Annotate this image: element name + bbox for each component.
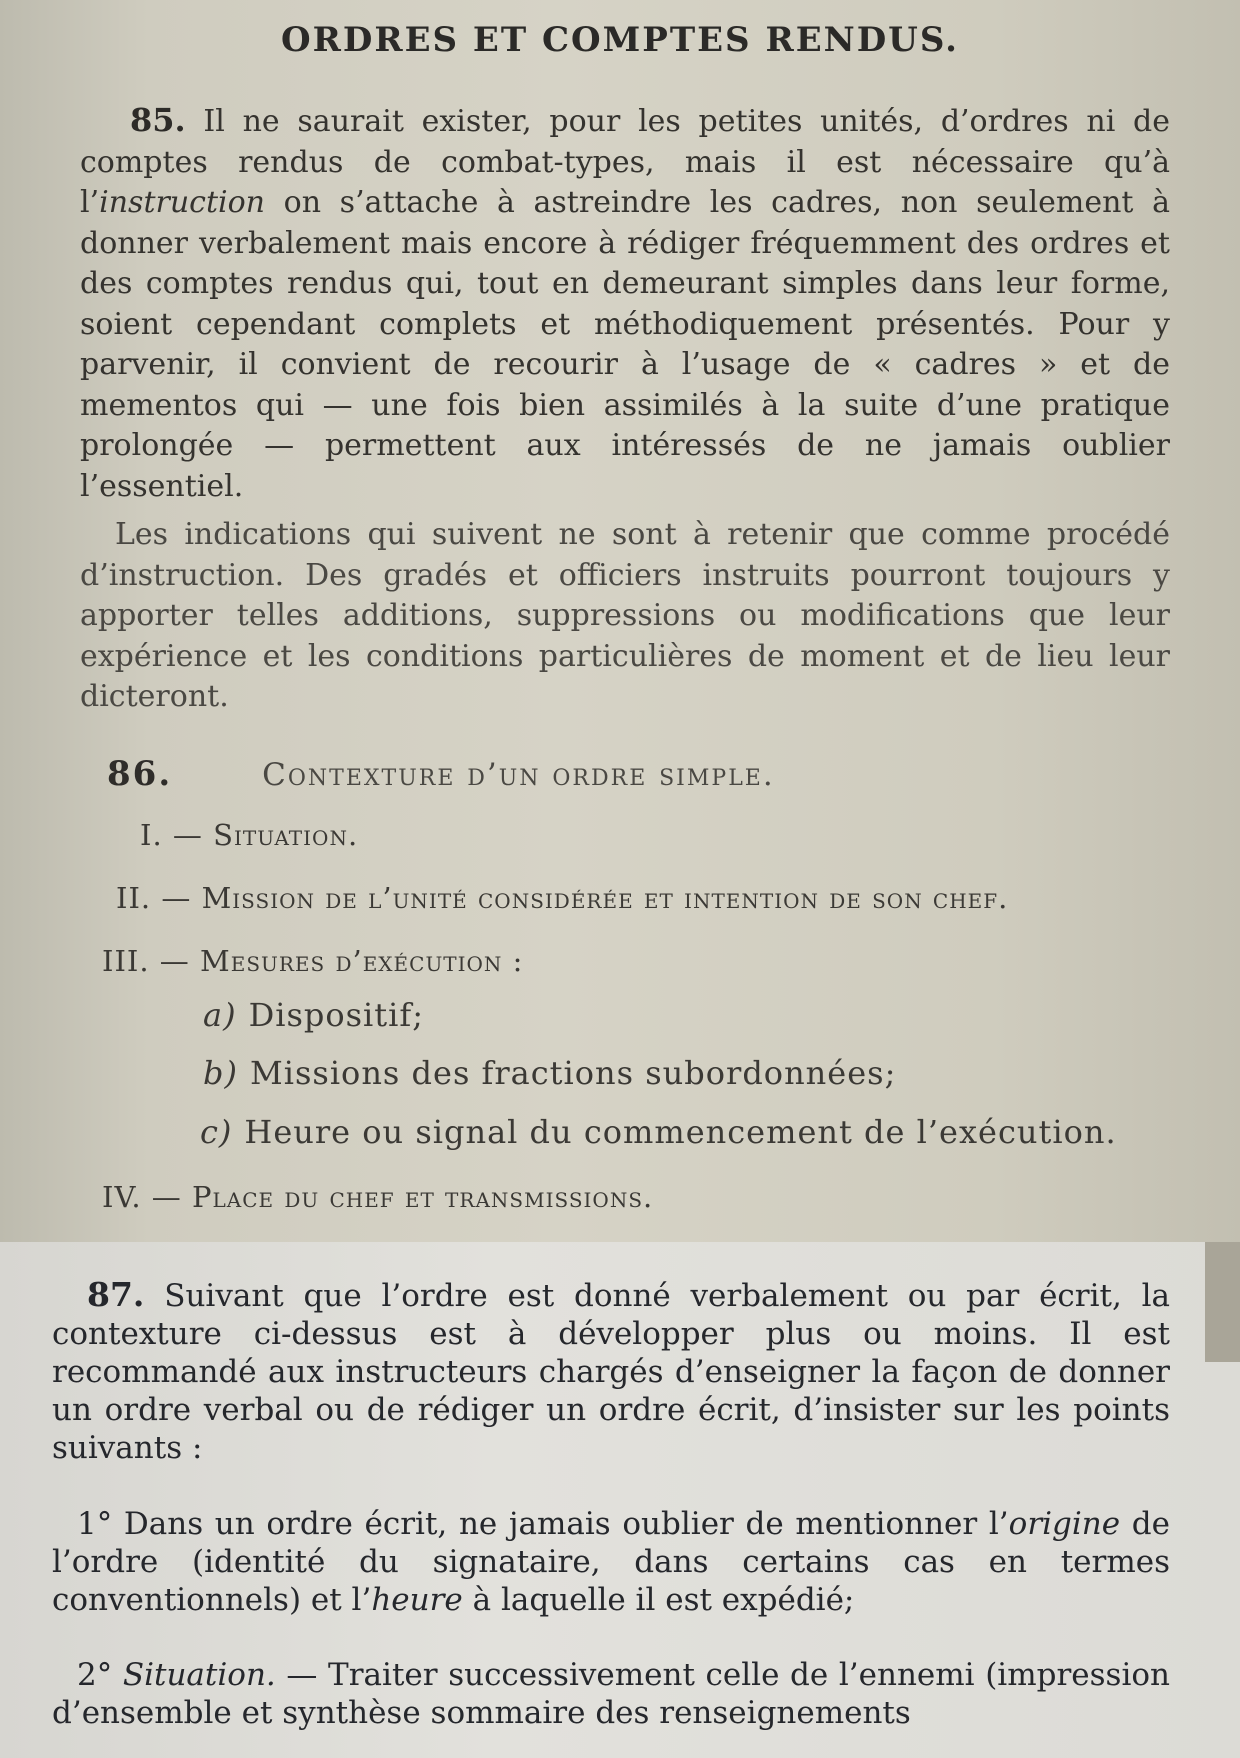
- paragraph-text: 1° Dans un ordre écrit, ne jamais oublier de mentionner l’: [77, 1506, 1009, 1542]
- paragraph-text: Il ne saurait exister, pour les petites unités, d’ordres ni de comptes rendus de combat-types, mais il est nécessaire qu’à l’: [80, 104, 1171, 220]
- sub-item-missions: [203, 1054, 896, 1092]
- emphasis-text: heure: [371, 1582, 463, 1618]
- list-item-mesures: III. — Mesures d’exécution :: [102, 944, 524, 978]
- paragraph-text: — Traiter successivement celle de l’ennemi (impression d’ensemble et synthèse sommaire des renseignements: [52, 1657, 1170, 1731]
- section-title: Contexture d’un ordre simple.: [262, 757, 775, 793]
- list-item-situation: I. — Situation.: [140, 818, 359, 852]
- sub-item-text: Missions des fractions subordonnées;: [249, 1054, 897, 1092]
- page-edge-shadow: [1205, 1242, 1240, 1362]
- list-item-mission: II. — Mission de l’unité considérée et intention de son chef.: [116, 881, 1009, 915]
- sub-item-letter: b): [203, 1054, 238, 1092]
- sub-item-letter: a): [203, 996, 237, 1034]
- sub-item-heure: [200, 1113, 1117, 1151]
- sub-item-dispositif: [203, 996, 424, 1034]
- list-item-place-du-chef: IV. — Place du chef et transmissions.: [102, 1180, 654, 1214]
- paragraph-indications: Les indications qui suivent ne sont à retenir que comme procédé d’instruction. Des gradés et officiers instruits pourront toujours y apporter telles additions, suppressions ou modifications que leur expérience et les conditions particulières de moment et de lieu leur dicteront.: [80, 517, 1170, 714]
- section-number: 86.: [107, 754, 173, 794]
- emphasis-text: Situation.: [122, 1657, 276, 1693]
- paragraph-text: on s’attache à astreindre les cadres, non seulement à donner verbalement mais encore à rédiger fréquemment des ordres et des comptes rendus qui, tout en demeurant simples dans leur forme, soient cependant complets et méthodiquement présentés. Pour y parvenir, il convient de recourir à l’usage de « cadres » et de mementos qui — une fois bien assimilés à la suite d’une pratique prolongée — permettent aux intéressés de ne jamais oublier l’essentiel.: [80, 185, 1170, 504]
- sub-item-text: Heure ou signal du commencement de l’exécution.: [244, 1113, 1117, 1151]
- paragraph-text: de l’ordre (identité du signataire, dans certains cas en termes conventionnels) et l’: [52, 1506, 1170, 1618]
- paragraph-number: 85.: [130, 101, 186, 139]
- paragraph-85: [80, 100, 1170, 507]
- emphasis-text: origine: [1008, 1506, 1121, 1542]
- paragraph-text: Suivant que l’ordre est donné verbalement ou par écrit, la contexture ci-dessus est à développer plus ou moins. Il est recommandé aux instructeurs chargés d’enseigner la façon de donner un ordre verbal ou de rédiger un ordre écrit, d’insister sur les points suivants :: [52, 1278, 1170, 1466]
- paragraph-text: à laquelle il est expédié;: [462, 1582, 855, 1618]
- point-2: [52, 1656, 1170, 1732]
- point-1: [52, 1505, 1170, 1619]
- running-header: ORDRES ET COMPTES RENDUS.: [280, 20, 960, 60]
- paragraph-number: 87.: [87, 1275, 145, 1314]
- paragraph-87: [52, 1276, 1170, 1467]
- emphasis-text: instruction: [99, 185, 266, 220]
- sub-item-letter: c): [200, 1113, 233, 1151]
- paragraph-text: 2°: [77, 1657, 123, 1693]
- sub-item-text: Dispositif;: [248, 996, 424, 1034]
- section-86-title: [107, 754, 1207, 794]
